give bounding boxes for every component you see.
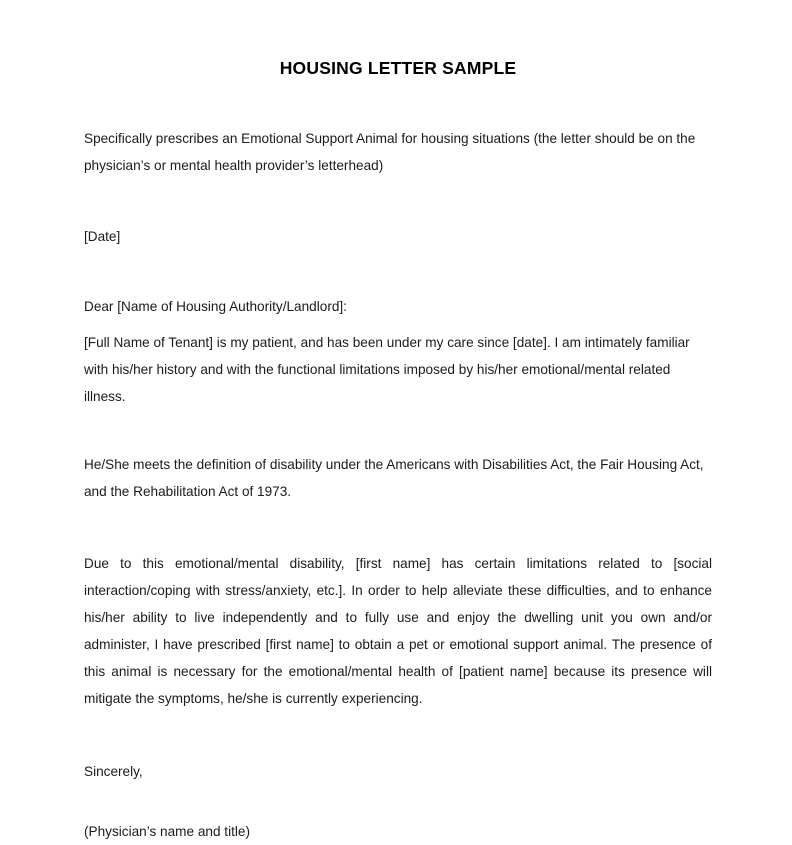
spacer-before-signature: [84, 785, 712, 818]
body-paragraph-2: He/She meets the definition of disability under the Americans with Disabilities Act, the Fair Housing Act, and the Rehabilitation Act of 1973.: [84, 457, 704, 499]
intro-paragraph: Specifically prescribes an Emotional Support Animal for housing situations (the letter should be on the physician’s or mental health provider’s letterhead): [84, 131, 696, 173]
spacer-after-salutation: [84, 320, 712, 329]
spacer-before-paragraph-2: [84, 410, 712, 451]
date-placeholder: [Date]: [84, 229, 121, 244]
body-paragraph-1: [Full Name of Tenant] is my patient, and has been under my care since [date]. I am intimately familiar with his/her history and with the functional limitations imposed by his/her emotional/mental related illness.: [84, 335, 690, 404]
spacer-before-closing: [84, 712, 712, 758]
spacer-before-date: [84, 179, 712, 223]
body-paragraph-3: Due to this emotional/mental disability, [first name] has certain limitations related to [social interaction/coping with stress/anxiety, etc.]. In order to help alleviate these difficulties, and to enhance his/her ability to live independently and to fully use and enjoy the dwelling unit you own and/or administer, I have prescribed [first name] to obtain a pet or emotional support animal. The presence of this animal is necessary for the emotional/mental health of [patient name] because its presence will mitigate the symptoms, he/she is currently experiencing.: [84, 556, 712, 706]
page-title: HOUSING LETTER SAMPLE: [279, 58, 517, 78]
signature-line: (Physician’s name and title): [84, 824, 250, 839]
spacer-after-title: [84, 79, 712, 125]
closing-line: Sincerely,: [84, 764, 143, 779]
salutation-line: Dear [Name of Housing Authority/Landlord]:: [84, 299, 347, 314]
spacer-before-paragraph-3: [84, 505, 712, 550]
letter-content: [84, 0, 712, 845]
spacer-before-salutation: [84, 250, 712, 293]
